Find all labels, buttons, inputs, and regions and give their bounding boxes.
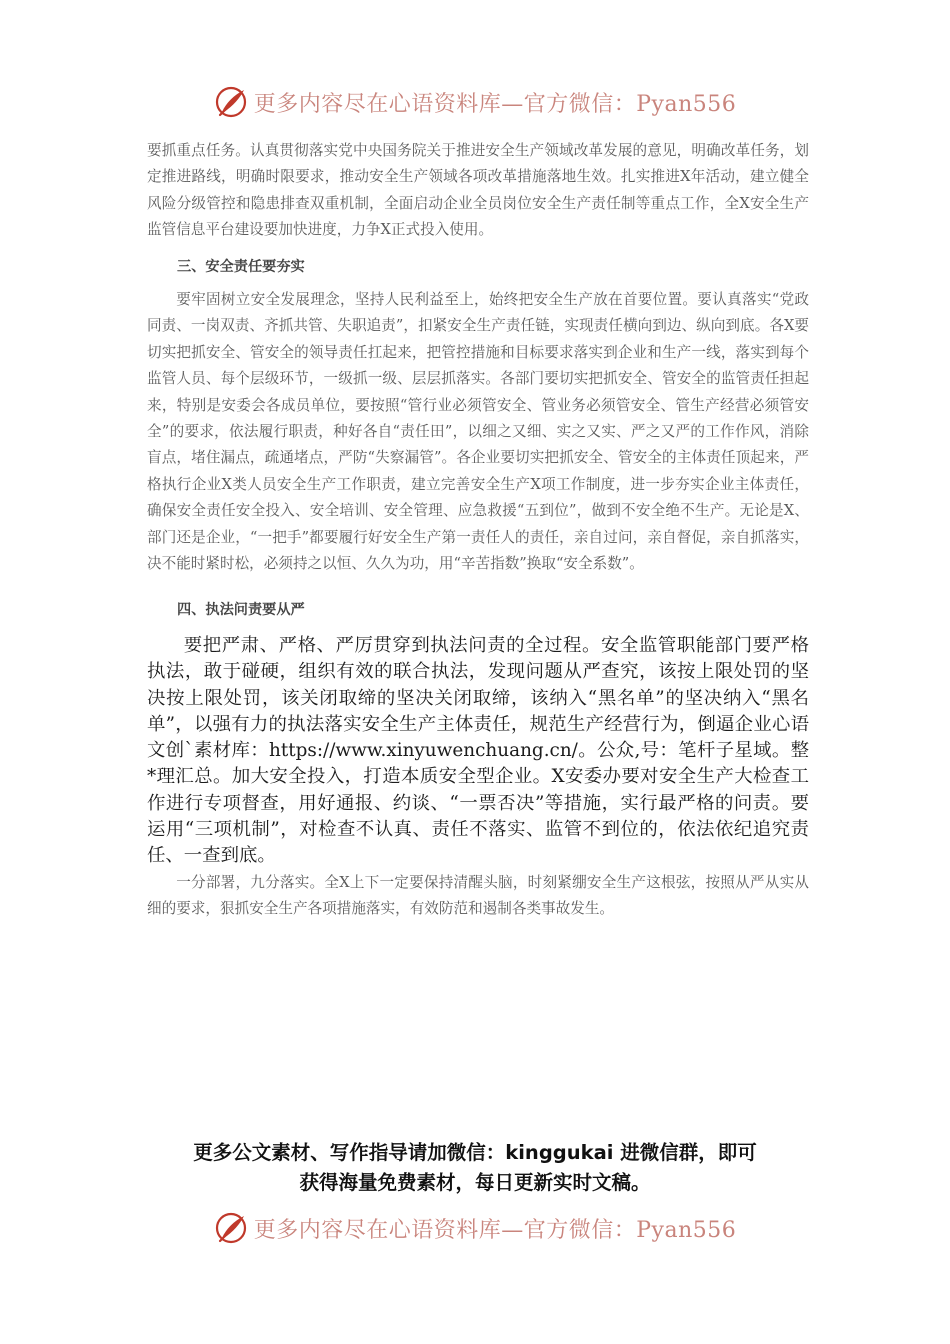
paragraph-conclusion: 一分部署，九分落实。全X上下一定要保持清醒头脑，时刻紧绷安全生产这根弦，按照从严从实从细的要求，狠抓安全生产各项措施落实，有效防范和遏制各类事故发生。 bbox=[147, 874, 809, 918]
section-heading-3: 三、安全责任要夯实 bbox=[177, 259, 305, 275]
footer-banner-text: 更多内容尽在心语资料库—官方微信：Pyan556 bbox=[253, 1217, 737, 1243]
header-banner-text: 更多内容尽在心语资料库—官方微信：Pyan556 bbox=[253, 91, 737, 117]
paragraph-key-tasks: 要抓重点任务。认真贯彻落实党中央国务院关于推进安全生产领域改革发展的意见，明确改革任务，划定推进路线，明确时限要求，推动安全生产领域各项改革措施落地生效。扎实推进X年活动，建立健全风险分级管控和隐患排查双重机制，全面启动企业全员岗位安全生产责任制等重点工作，全X安全生产监管信息平台建设要加快进度，力争X正式投入使用。 bbox=[147, 142, 809, 239]
promo-text bbox=[0, 1138, 950, 1198]
quill-pen-logo-icon bbox=[214, 85, 248, 119]
section-heading-4: 四、执法问责要从严 bbox=[177, 602, 305, 618]
paragraph-law-enforcement: 要把严肃、严格、严厉贯穿到执法问责的全过程。安全监管职能部门要严格执法，敢于碰硬，组织有效的联合执法，发现问题从严查究，该按上限处罚的坚决按上限处罚，该关闭取缔的坚决关闭取缔，该纳入“黑名单”的坚决纳入“黑名单”，以强有力的执法落实安全生产主体责任，规范生产经营行为，倒逼企业心语文创`素材库：https://www.xinyuwenchuang.cn/。公众,号：笔杆子星域。整*理汇总。加大安全投入，打造本质安全型企业。X安委办要对安全生产大检查工作进行专项督查，用好通报、约谈、“一票否决”等措施，实行最严格的问责。要运用“三项机制”，对检查不认真、责任不落实、监管不到位的，依法依纪追究责任、一查到底。 bbox=[147, 635, 809, 867]
promo-line-1: 更多公文素材、写作指导请加微信：kinggukai 进微信群，即可 bbox=[193, 1141, 757, 1164]
header-banner bbox=[0, 80, 950, 124]
paragraph-safety-responsibility: 要牢固树立安全发展理念，坚持人民利益至上，始终把安全生产放在首要位置。要认真落实“党政同责、一岗双责、齐抓共管、失职追责”，扣紧安全生产责任链，实现责任横向到边、纵向到底。各X要切实把抓安全、管安全的领导责任扛起来，把管控措施和目标要求落实到企业和生产一线，落实到每个监管人员、每个层级环节，一级抓一级、层层抓落实。各部门要切实把抓安全、管安全的监管责任担起来，特别是安委会各成员单位，要按照“管行业必须管安全、管业务必须管安全、管生产经营必须管安全”的要求，依法履行职责，种好各自“责任田”，以细之又细、实之又实、严之又严的工作作风，消除盲点，堵住漏点，疏通堵点，严防“失察漏管”。各企业要切实把抓安全、管安全的主体责任顶起来，严格执行企业X类人员安全生产工作职责，建立完善安全生产X项工作制度，进一步夯实企业主体责任，确保安全责任安全投入、安全培训、安全管理、应急救援“五到位”，做到不安全绝不生产。无论是X、部门还是企业，“一把手”都要履行好安全生产第一责任人的责任，亲自过问，亲自督促，亲自抓落实，决不能时紧时松，必须持之以恒、久久为功，用“辛苦指数”换取“安全系数”。 bbox=[147, 291, 809, 573]
footer-banner bbox=[0, 1206, 950, 1250]
promo-line-2: 获得海量免费素材，每日更新实时文稿。 bbox=[299, 1171, 651, 1194]
quill-pen-logo-icon bbox=[214, 1211, 248, 1245]
